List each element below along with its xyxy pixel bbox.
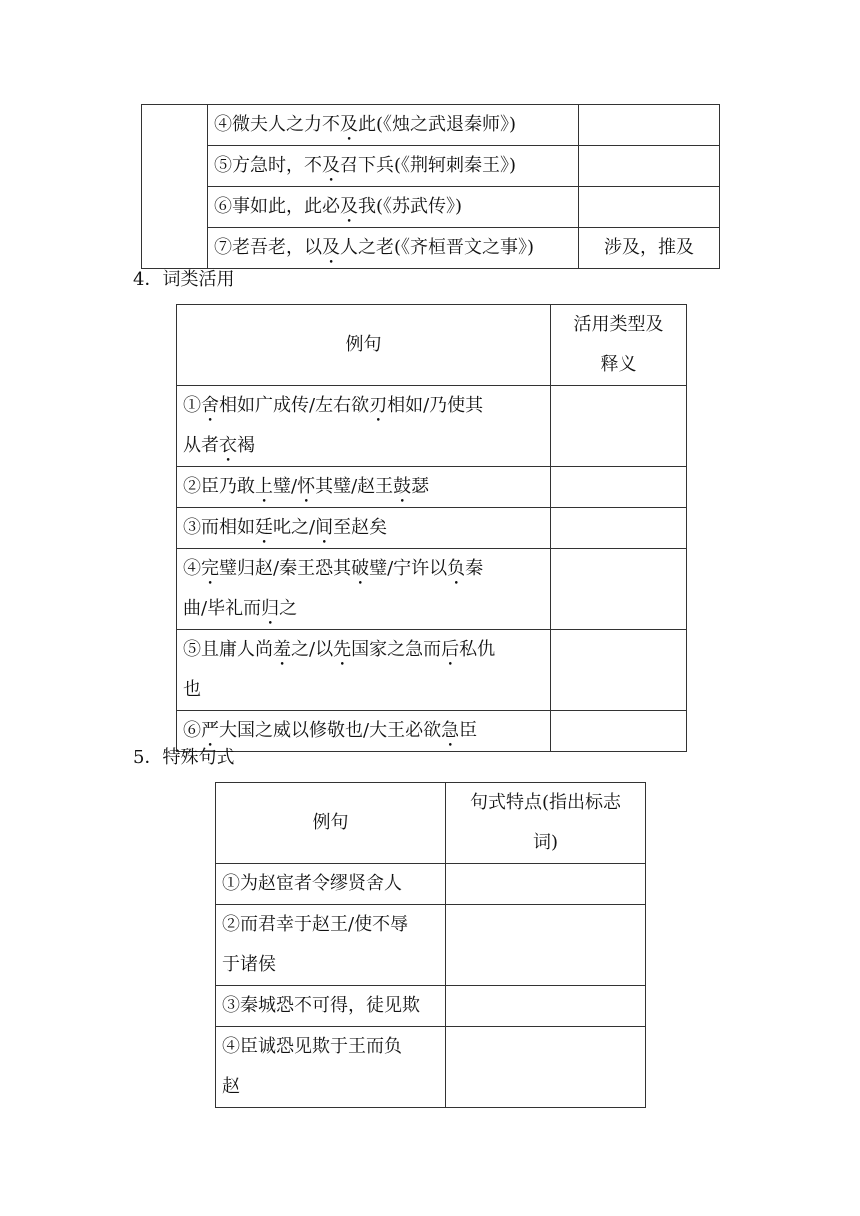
table-ji-usage [141,104,720,269]
answer-cell [446,986,646,1027]
header-type: 活用类型及释义 [551,305,687,386]
table-row [142,228,720,269]
example-line: ②而君幸于赵王/使不辱 [222,914,409,935]
example-cell [216,986,446,1027]
table-word-class [176,304,687,752]
example-cell: ⑤方急时，不及召下兵(《荆轲刺秦王》) [208,146,579,187]
example-cell [177,508,551,549]
merged-word-cell [142,105,208,269]
answer-cell [551,386,687,467]
table-row [216,905,646,986]
meaning-cell [579,105,720,146]
example-cell: ⑦老吾老，以及人之老(《齐桓晋文之事》) [208,228,579,269]
example-line: 也 [183,679,201,700]
example-line: 从者衣褐 [183,435,255,456]
header-example: 例句 [177,305,551,386]
example-line: ③而相如廷叱之/间至赵矣 [183,517,388,538]
example-line: ①为赵宦者令缪贤舍人 [222,873,402,894]
table-row [177,386,687,467]
table-row [177,630,687,711]
example-cell [216,905,446,986]
table-row [177,711,687,752]
answer-cell [551,711,687,752]
meaning-cell [579,187,720,228]
example-line: ⑥严大国之威以修敬也/大王必欲急臣 [183,720,478,741]
answer-cell [551,549,687,630]
table-row [216,864,646,905]
section-heading-4: 4．词类活用 [133,269,235,290]
example-line: ①舍相如广成传/左右欲刃相如/乃使其 [183,395,484,416]
table-header-row [177,305,687,386]
meaning-cell: 涉及，推及 [579,228,720,269]
table-row [216,1027,646,1108]
table-row [177,508,687,549]
table-special-sentence [215,782,646,1108]
table-row [177,467,687,508]
example-cell [177,630,551,711]
header-feature [446,783,646,864]
answer-cell [446,905,646,986]
table-row [216,986,646,1027]
example-line: ④臣诚恐见欺于王而负 [222,1036,402,1057]
example-line: 曲/毕礼而归之 [183,598,298,619]
example-line: ③秦城恐不可得，徒见欺 [222,995,420,1016]
example-cell: ④微夫人之力不及此(《烛之武退秦师》) [208,105,579,146]
meaning-cell [579,146,720,187]
header-feature-line2: 词) [532,832,559,853]
section-heading-5: 5．特殊句式 [133,747,235,768]
table-row [142,146,720,187]
answer-cell [446,1027,646,1108]
example-cell: ⑥事如此，此必及我(《苏武传》) [208,187,579,228]
example-cell [177,549,551,630]
example-cell [216,864,446,905]
example-cell [177,467,551,508]
table-row [142,187,720,228]
table-row [177,549,687,630]
example-line: 于诸侯 [222,954,276,975]
answer-cell [551,508,687,549]
example-line: 赵 [222,1076,240,1097]
table-header-row [216,783,646,864]
table-row [142,105,720,146]
answer-cell [551,630,687,711]
answer-cell [551,467,687,508]
header-feature-line1: 句式特点(指出标志 [469,792,622,813]
example-line: ④完璧归赵/秦王恐其破璧/宁许以负秦 [183,558,484,579]
header-example: 例句 [216,783,446,864]
answer-cell [446,864,646,905]
example-line: ②臣乃敢上璧/怀其璧/赵王鼓瑟 [183,476,430,497]
example-cell [177,386,551,467]
example-cell [216,1027,446,1108]
example-line: ⑤且庸人尚羞之/以先国家之急而后私仇 [183,639,496,660]
